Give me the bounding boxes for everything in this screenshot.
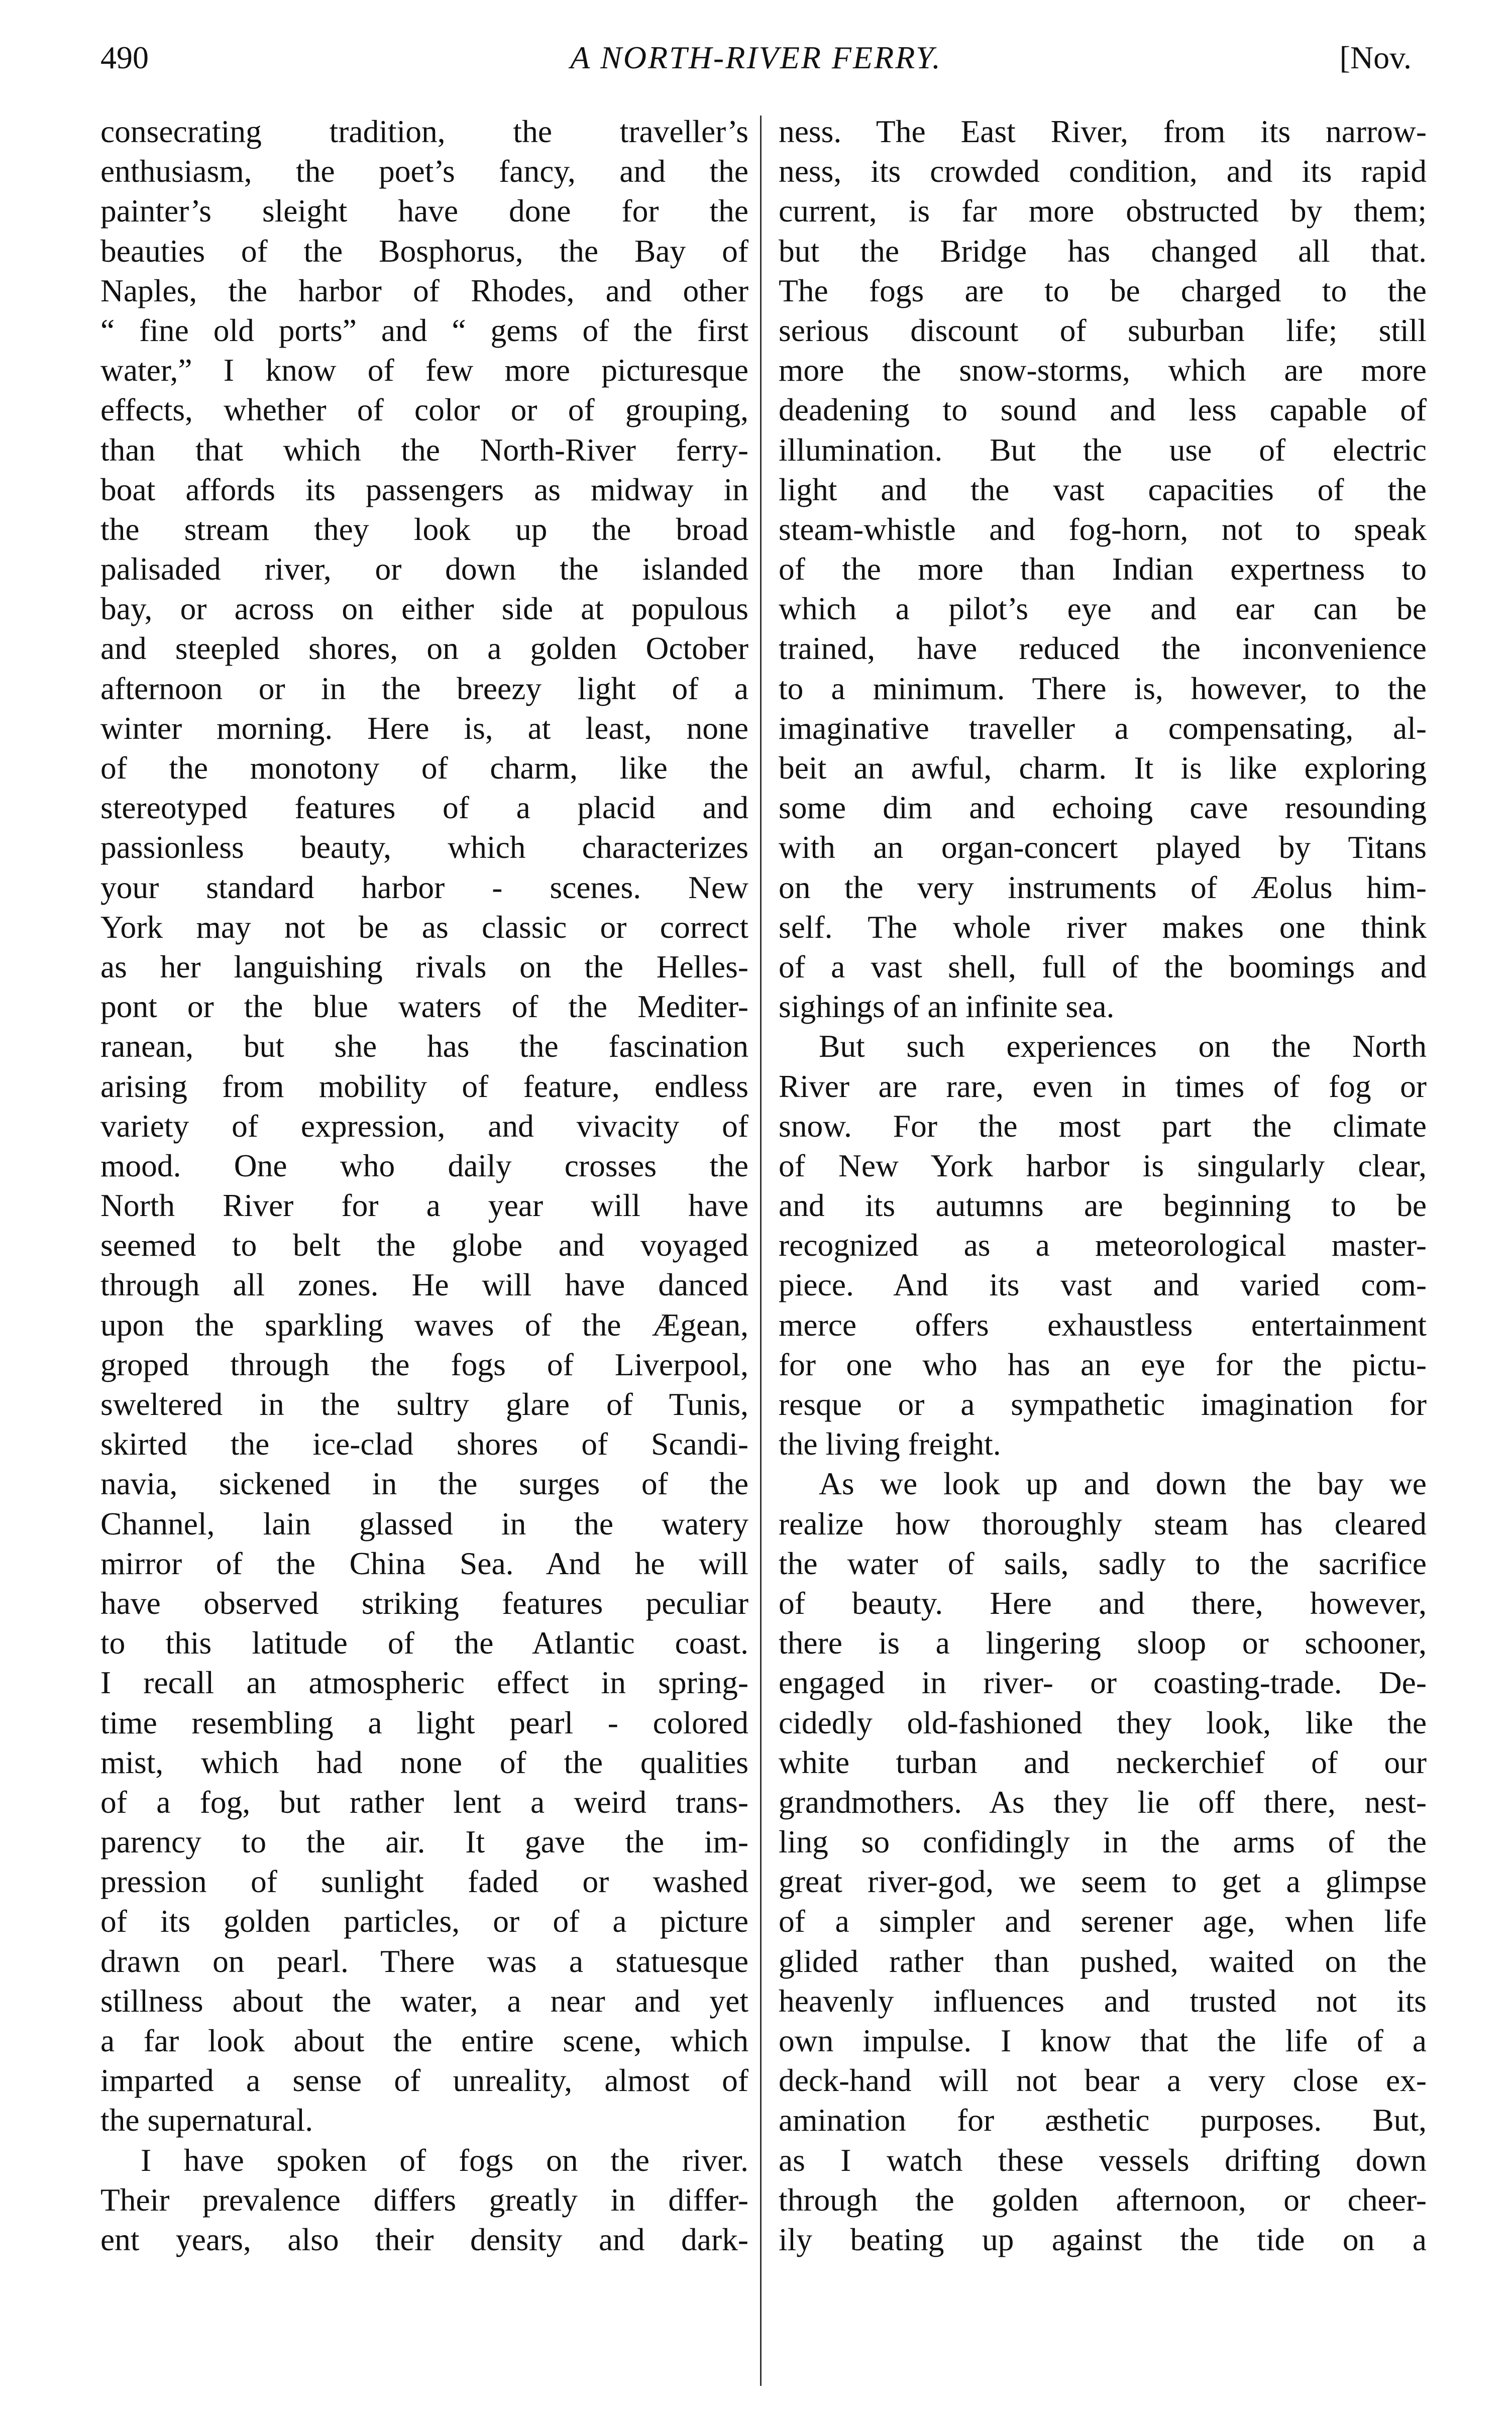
text-line: of a fog, but rather lent a weird trans- [100,1784,748,1820]
text-line: a far look about the entire scene, which [100,2023,748,2058]
text-line: drawn on pearl. There was a statuesque [100,1943,748,1979]
issue-month: [Nov. [1339,40,1412,75]
text-line: heavenly influences and trusted not its [779,1983,1427,2019]
text-line: Naples, the harbor of Rhodes, and other [100,272,748,308]
text-line: on the very instruments of Æolus him- [779,869,1427,905]
text-line: effects, whether of color or of grouping, [100,392,748,428]
text-line: of a simpler and serener age, when life [779,1903,1427,1939]
text-line: some dim and echoing cave resounding [779,790,1427,826]
text-line: ily beating up against the tide on a [779,2221,1427,2257]
text-line: steam-whistle and fog-horn, not to speak [779,511,1427,547]
text-line: “ fine old ports” and “ gems of the first [100,312,748,348]
text-line: mirror of the China Sea. And he will [100,1545,748,1581]
running-header [100,39,1412,79]
text-line: piece. And its vast and varied com- [779,1267,1427,1303]
text-line: Their prevalence differs greatly in differ- [100,2181,748,2218]
text-line: the stream they look up the broad [100,511,748,547]
text-line: glided rather than pushed, waited on the [779,1943,1427,1979]
text-line: York may not be as classic or correct [100,909,748,945]
text-line: of the monotony of charm, like the [100,750,748,786]
text-line: variety of expression, and vivacity of [100,1108,748,1144]
text-line: water,” I know of few more picturesque [100,352,748,388]
text-line: afternoon or in the breezy light of a [100,670,748,706]
text-line: there is a lingering sloop or schooner, [779,1625,1427,1661]
text-line: serious discount of suburban life; still [779,312,1427,348]
text-line: navia, sickened in the surges of the [100,1466,748,1502]
text-line: the supernatural. [100,2102,313,2138]
right-column [779,112,1427,2259]
text-line: illumination. But the use of electric [779,431,1427,468]
text-line: light and the vast capacities of the [779,471,1427,507]
column-divider [760,116,762,2386]
text-line: deck-hand will not bear a very close ex- [779,2062,1427,2099]
text-line: mood. One who daily crosses the [100,1147,748,1183]
text-line: groped through the fogs of Liverpool, [100,1346,748,1382]
text-line: of its golden particles, or of a picture [100,1903,748,1939]
text-line: sweltered in the sultry glare of Tunis, [100,1386,748,1422]
article-title: A NORTH-RIVER FERRY. [570,40,942,75]
text-line: ranean, but she has the fascination [100,1028,748,1064]
text-line: through the golden afternoon, or cheer- [779,2181,1427,2218]
text-line: winter morning. Here is, at least, none [100,710,748,746]
text-line: passionless beauty, which characterizes [100,829,748,865]
text-line: imaginative traveller a compensating, al- [779,710,1427,746]
text-line: own impulse. I know that the life of a [779,2023,1427,2058]
text-line: of New York harbor is singularly clear, [779,1147,1427,1183]
text-line: ness, its crowded condition, and its rapid [779,153,1427,189]
text-line: boat affords its passengers as midway in [100,471,748,507]
page-number: 490 [100,40,149,75]
text-line: imparted a sense of unreality, almost of [100,2062,748,2099]
text-line: cidedly old-fashioned they look, like the [779,1704,1427,1740]
text-line: beauties of the Bosphorus, the Bay of [100,233,748,269]
text-line: and steepled shores, on a golden October [100,630,748,667]
text-line: skirted the ice-clad shores of Scandi- [100,1426,748,1462]
text-line: stillness about the water, a near and yet [100,1983,748,2019]
text-line: have observed striking features peculiar [100,1585,748,1621]
text-line: of a vast shell, full of the boomings and [779,948,1427,984]
text-line: through all zones. He will have danced [100,1267,748,1303]
text-line: ness. The East River, from its narrow- [779,114,1427,149]
text-line: but the Bridge has changed all that. [779,233,1427,269]
text-line: pression of sunlight faded or washed [100,1863,748,1900]
text-line: pont or the blue waters of the Mediter- [100,989,748,1025]
text-line: and its autumns are beginning to be [779,1187,1427,1224]
text-line: for one who has an eye for the pictu- [779,1346,1427,1382]
text-line: painter’s sleight have done for the [100,193,748,229]
text-line: upon the sparkling waves of the Ægean, [100,1306,748,1343]
text-line: palisaded river, or down the islanded [100,551,748,587]
text-line: recognized as a meteorological master- [779,1227,1427,1263]
text-line: River are rare, even in times of fog or [779,1068,1427,1104]
text-line: grandmothers. As they lie off there, nest- [779,1784,1427,1820]
text-line: more the snow-storms, which are more [779,352,1427,388]
text-line: I recall an atmospheric effect in spring- [100,1665,748,1701]
text-line: ling so confidingly in the arms of the [779,1824,1427,1860]
text-line: amination for æsthetic purposes. But, [779,2102,1427,2138]
text-line: your standard harbor - scenes. New [100,869,748,905]
text-line: Channel, lain glassed in the watery [100,1505,748,1542]
text-line: which a pilot’s eye and ear can be [779,591,1427,627]
text-line: merce offers exhaustless entertainment [779,1306,1427,1343]
text-line: The fogs are to be charged to the [779,272,1427,308]
text-line: current, is far more obstructed by them; [779,193,1427,229]
text-line: beit an awful, charm. It is like exploring [779,750,1427,786]
text-line: As we look up and down the bay we [819,1466,1427,1502]
text-line: ent years, also their density and dark- [100,2221,748,2257]
text-line: time resembling a light pearl - colored [100,1704,748,1740]
text-line: than that which the North-River ferry- [100,431,748,468]
text-line: arising from mobility of feature, endless [100,1068,748,1104]
text-line: deadening to sound and less capable of [779,392,1427,428]
text-line: the water of sails, sadly to the sacrifice [779,1545,1427,1581]
text-line: I have spoken of fogs on the river. [141,2142,748,2178]
text-line: engaged in river- or coasting-trade. De- [779,1665,1427,1701]
text-line: white turban and neckerchief of our [779,1744,1427,1780]
text-line: snow. For the most part the climate [779,1108,1427,1144]
text-line: self. The whole river makes one think [779,909,1427,945]
text-line: of beauty. Here and there, however, [779,1585,1427,1621]
text-line: to a minimum. There is, however, to the [779,670,1427,706]
text-line: trained, have reduced the inconvenience [779,630,1427,667]
text-line: as I watch these vessels drifting down [779,2142,1427,2178]
text-line: stereotyped features of a placid and [100,790,748,826]
text-line: realize how thoroughly steam has cleared [779,1505,1427,1542]
text-line: sighings of an infinite sea. [779,989,1115,1025]
text-line: great river-god, we seem to get a glimpse [779,1863,1427,1900]
text-line: consecrating tradition, the traveller’s [100,114,748,149]
text-line: But such experiences on the North [819,1028,1427,1064]
text-line: the living freight. [779,1426,1001,1462]
text-line: of the more than Indian expertness to [779,551,1427,587]
text-line: parency to the air. It gave the im- [100,1824,748,1860]
text-line: resque or a sympathetic imagination for [779,1386,1427,1422]
text-line: with an organ-concert played by Titans [779,829,1427,865]
text-line: seemed to belt the globe and voyaged [100,1227,748,1263]
text-line: as her languishing rivals on the Helles- [100,948,748,984]
text-line: to this latitude of the Atlantic coast. [100,1625,748,1661]
text-line: bay, or across on either side at populous [100,591,748,627]
text-line: enthusiasm, the poet’s fancy, and the [100,153,748,189]
text-line: mist, which had none of the qualities [100,1744,748,1780]
text-line: North River for a year will have [100,1187,748,1224]
left-column [100,112,748,2259]
